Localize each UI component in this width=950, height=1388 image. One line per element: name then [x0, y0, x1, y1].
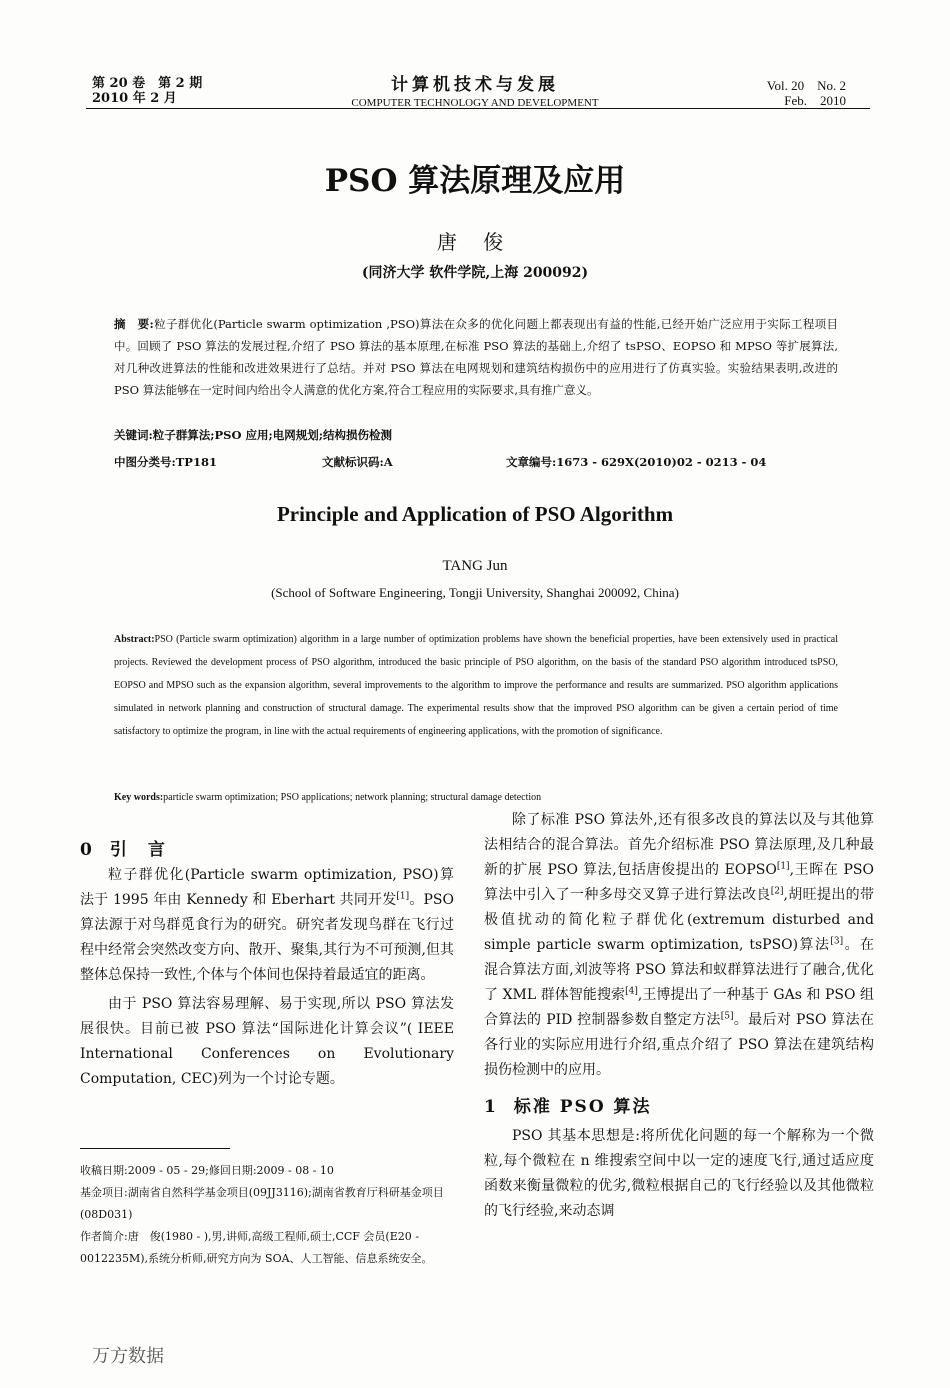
section-1-paragraph: PSO 其基本思想是:将所优化问题的每一个解称为一个微粒,每个微粒在 n 维搜索空间中以一定的速度飞行,通过适应度函数来衡量微粒的优劣,微粒根据自己的飞行经验以及其他微粒的飞行经验,来动态调 [484, 1128, 874, 1219]
section-1-title: 标准 PSO 算法 [513, 1097, 652, 1117]
p3-text-c: ,胡旺提出的带极值扰动的简化粒子群优化(extremum disturbed and simple particle swarm optimization, tsPSO)算法 [484, 887, 874, 953]
abstract-en-label: Abstract: [114, 634, 155, 645]
p3-text-f: 。最后对 PSO 算法在各行业的实际应用进行介绍,重点介绍了 PSO 算法在建筑结构损伤检测中的应用。 [484, 1012, 875, 1078]
paper-title-cn: PSO 算法原理及应用 [324, 163, 626, 199]
abstract-en [114, 628, 838, 743]
author-en: TANG Jun [442, 558, 508, 574]
p3-text-d: 。在混合算法方面,刘波等将 PSO 算法和蚁群算法进行了融合,优化了 XML 群体智能搜索 [484, 937, 874, 1003]
volume-issue-en: Vol. 20 No. 2 [766, 78, 846, 93]
header-rule [86, 108, 870, 109]
citation-ref: [1] [776, 861, 790, 872]
abstract-en-text: PSO (Particle swarm optimization) algorithm in a large number of optimization problems have shown the beneficial properties, have been extensively used in practical projects. Reviewed the development process of PSO algorithm, introduced the basic principle of PSO algorithm, on the basis of the standard PSO algorithm introduced tsPSO, EOPSO and MPSO such as the expansion algorithm, several improvements to the algorithm to improve the performance and results are summarized. PSO algorithm applications simulated in network planning and construction of structural damage. The experimental results show that the improved PSO algorithm can be given a certain period of time satisfactory to optimize the program, in line with the actual requirements of engineering applications, with the promotion of significance. [114, 634, 838, 737]
intro-paragraph-2: 由于 PSO 算法容易理解、易于实现,所以 PSO 算法发展很快。目前已被 PSO 算法“国际进化计算会议”( IEEE International Conferences on Evolutionary Computation, CEC)列为一个讨论专题。 [80, 996, 454, 1087]
section-0-number: 0 [80, 840, 94, 860]
clc-number: 中图分类号:TP181 [114, 455, 217, 469]
journal-name-cn: 计算机技术与发展 [391, 75, 559, 95]
citation-ref: [5] [720, 1011, 734, 1022]
citation-ref: [3] [830, 936, 844, 947]
journal-header [300, 70, 650, 109]
article-number: 文章编号:1673 - 629X(2010)02 - 0213 - 04 [506, 455, 767, 469]
section-1-number: 1 [484, 1097, 498, 1117]
keywords-en [114, 792, 838, 803]
citation-ref: [2] [770, 886, 784, 897]
issue-info [92, 76, 202, 106]
keywords-cn: 关键词:粒子群算法;PSO 应用;电网规划;结构损伤检测 [114, 428, 392, 442]
citation-ref: [1] [396, 891, 410, 902]
citation-ref: [4] [625, 986, 638, 997]
author-cn: 唐 俊 [436, 230, 514, 254]
footnotes [80, 1160, 454, 1270]
section-1-heading [484, 1095, 874, 1120]
document-code: 文献标识码:A [322, 455, 393, 469]
date-cn: 2010 年 2 月 [92, 91, 177, 106]
affiliation-cn: (同济大学 软件学院,上海 200092) [361, 265, 589, 281]
intro-p1-text-b: 。PSO 算法源于对鸟群觅食行为的研究。研究者发现鸟群在飞行过程中经常会突然改变方向、散开、聚集,其行为不可预测,但其整体总保持一致性,个体与个体间也保持着最适宜的距离。 [80, 892, 454, 983]
p3-text-b: ,王晖在 PSO 算法中引入了一种多母交叉算子进行算法改良 [484, 862, 874, 903]
right-column [484, 808, 874, 1224]
footnote-rule [80, 1148, 230, 1149]
abstract-cn-text: 粒子群优化(Particle swarm optimization ,PSO)算法在众多的优化问题上都表现出有益的性能,已经开始广泛应用于实际工程项目中。回顾了 PSO 算法的发展过程,介绍了 PSO 算法的基本原理,在标准 PSO 算法的基础上,介绍了 tsPSO、EOPSO 和 MPSO 等扩展算法,对几种改进算法的性能和改进效果进行了总结。并对 PSO 算法在电网规划和建筑结构损伤中的应用进行了仿真实验。实验结果表明,改进的 PSO 算法能够在一定时间内给出令人满意的优化方案,符合工程应用的实际要求,具有推广意义。 [114, 317, 838, 397]
volume-issue-cn: 第 20 卷 第 2 期 [92, 76, 203, 91]
issue-info-en [767, 78, 846, 108]
affiliation-en: (School of Software Engineering, Tongji University, Shanghai 200092, China) [271, 585, 679, 600]
footnote-author: 作者简介:唐 俊(1980 - ),男,讲师,高级工程师,硕士,CCF 会员(E20 - 0012235M),系统分析师,研究方向为 SOA、人工智能、信息系统安全。 [80, 1230, 433, 1265]
section-0-heading [80, 838, 454, 863]
abstract-cn-label: 摘 要: [114, 317, 154, 331]
paper-title-en: Principle and Application of PSO Algorithm [276, 502, 674, 526]
intro-p1-text-a: 粒子群优化(Particle swarm optimization, PSO)算法于 1995 年由 Kennedy 和 Eberhart 共同开发 [80, 867, 454, 908]
p3-text-a: 除了标准 PSO 算法外,还有很多改良的算法以及与其他算法相结合的混合算法。首先介绍标准 PSO 算法原理,及几种最新的扩展 PSO 算法,包括唐俊提出的 EOPSO [484, 812, 874, 878]
date-en: Feb. 2010 [784, 93, 846, 108]
keywords-en-text: particle swarm optimization; PSO applications; network planning; structural damage detection [163, 792, 542, 803]
watermark: 万方数据 [92, 1346, 164, 1367]
keywords-en-label: Key words: [114, 792, 164, 803]
intro-paragraph-1 [80, 863, 454, 988]
abstract-cn [114, 313, 838, 401]
section-0-title: 引 言 [109, 840, 167, 860]
left-column [80, 838, 454, 1092]
p3-text-e: ,王博提出了一种基于 GAs 和 PSO 组合算法的 PID 控制器参数自整定方法 [484, 987, 875, 1028]
intro-paragraph-3 [484, 808, 874, 1083]
footnote-dates: 收稿日期:2009 - 05 - 29;修回日期:2009 - 08 - 10 [80, 1164, 334, 1177]
journal-name-en: COMPUTER TECHNOLOGY AND DEVELOPMENT [351, 97, 599, 109]
footnote-fund: 基金项目:湖南省自然科学基金项目(09JJ3116);湖南省教育厅科研基金项目(08D031) [80, 1186, 444, 1221]
